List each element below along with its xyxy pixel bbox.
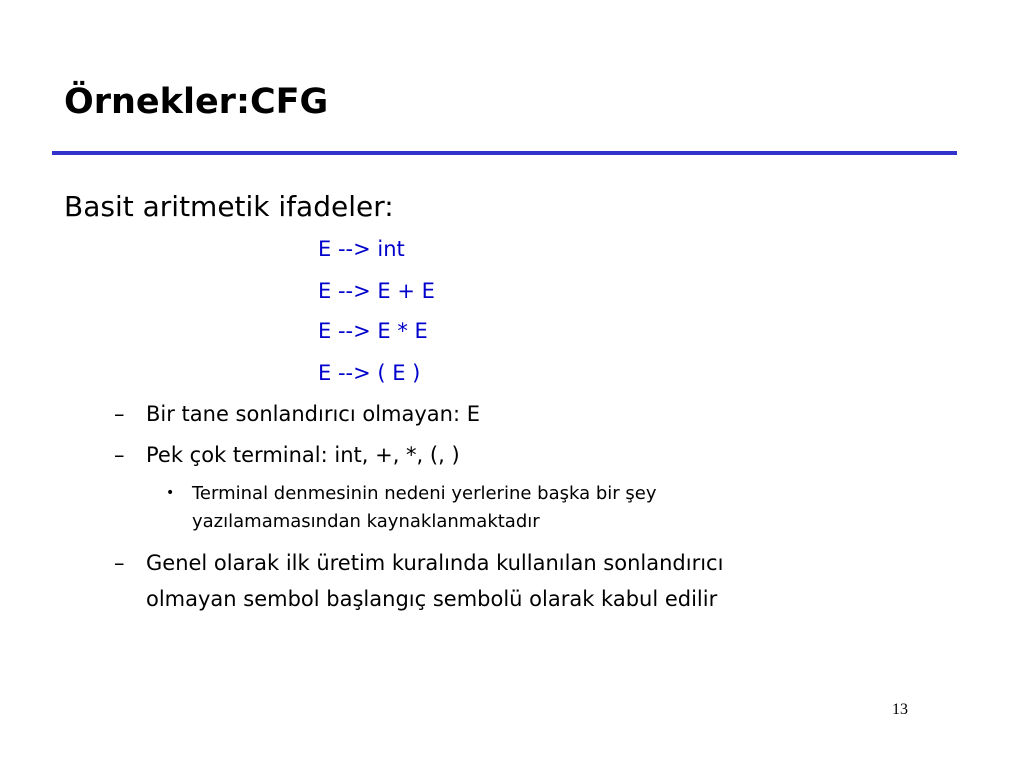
slide-title: Örnekler:CFG [64, 82, 329, 122]
title-divider [52, 151, 957, 155]
bullet-dash: – [114, 551, 125, 575]
sub-bullet-text-line: yazılamamasından kaynaklanmaktadır [192, 511, 540, 532]
bullet-text: Pek çok terminal: int, +, *, (, ) [146, 443, 460, 467]
bullet-text: Bir tane sonlandırıcı olmayan: E [146, 402, 480, 426]
grammar-rule: E --> ( E ) [318, 361, 421, 385]
bullet-dash: – [114, 443, 125, 467]
intro-text: Basit aritmetik ifadeler: [64, 190, 394, 223]
bullet-dot: • [166, 485, 175, 501]
grammar-rule: E --> int [318, 237, 405, 261]
bullet-dash: – [114, 402, 125, 426]
bullet-text-line: olmayan sembol başlangıç sembolü olarak kabul edilir [146, 587, 718, 611]
sub-bullet-text-line: Terminal denmesinin nedeni yerlerine başka bir şey [192, 483, 657, 504]
bullet-text-line: Genel olarak ilk üretim kuralında kullanılan sonlandırıcı [146, 551, 724, 575]
grammar-rule: E --> E * E [318, 319, 428, 343]
grammar-rule: E --> E + E [318, 279, 435, 303]
page-number: 13 [892, 701, 908, 718]
